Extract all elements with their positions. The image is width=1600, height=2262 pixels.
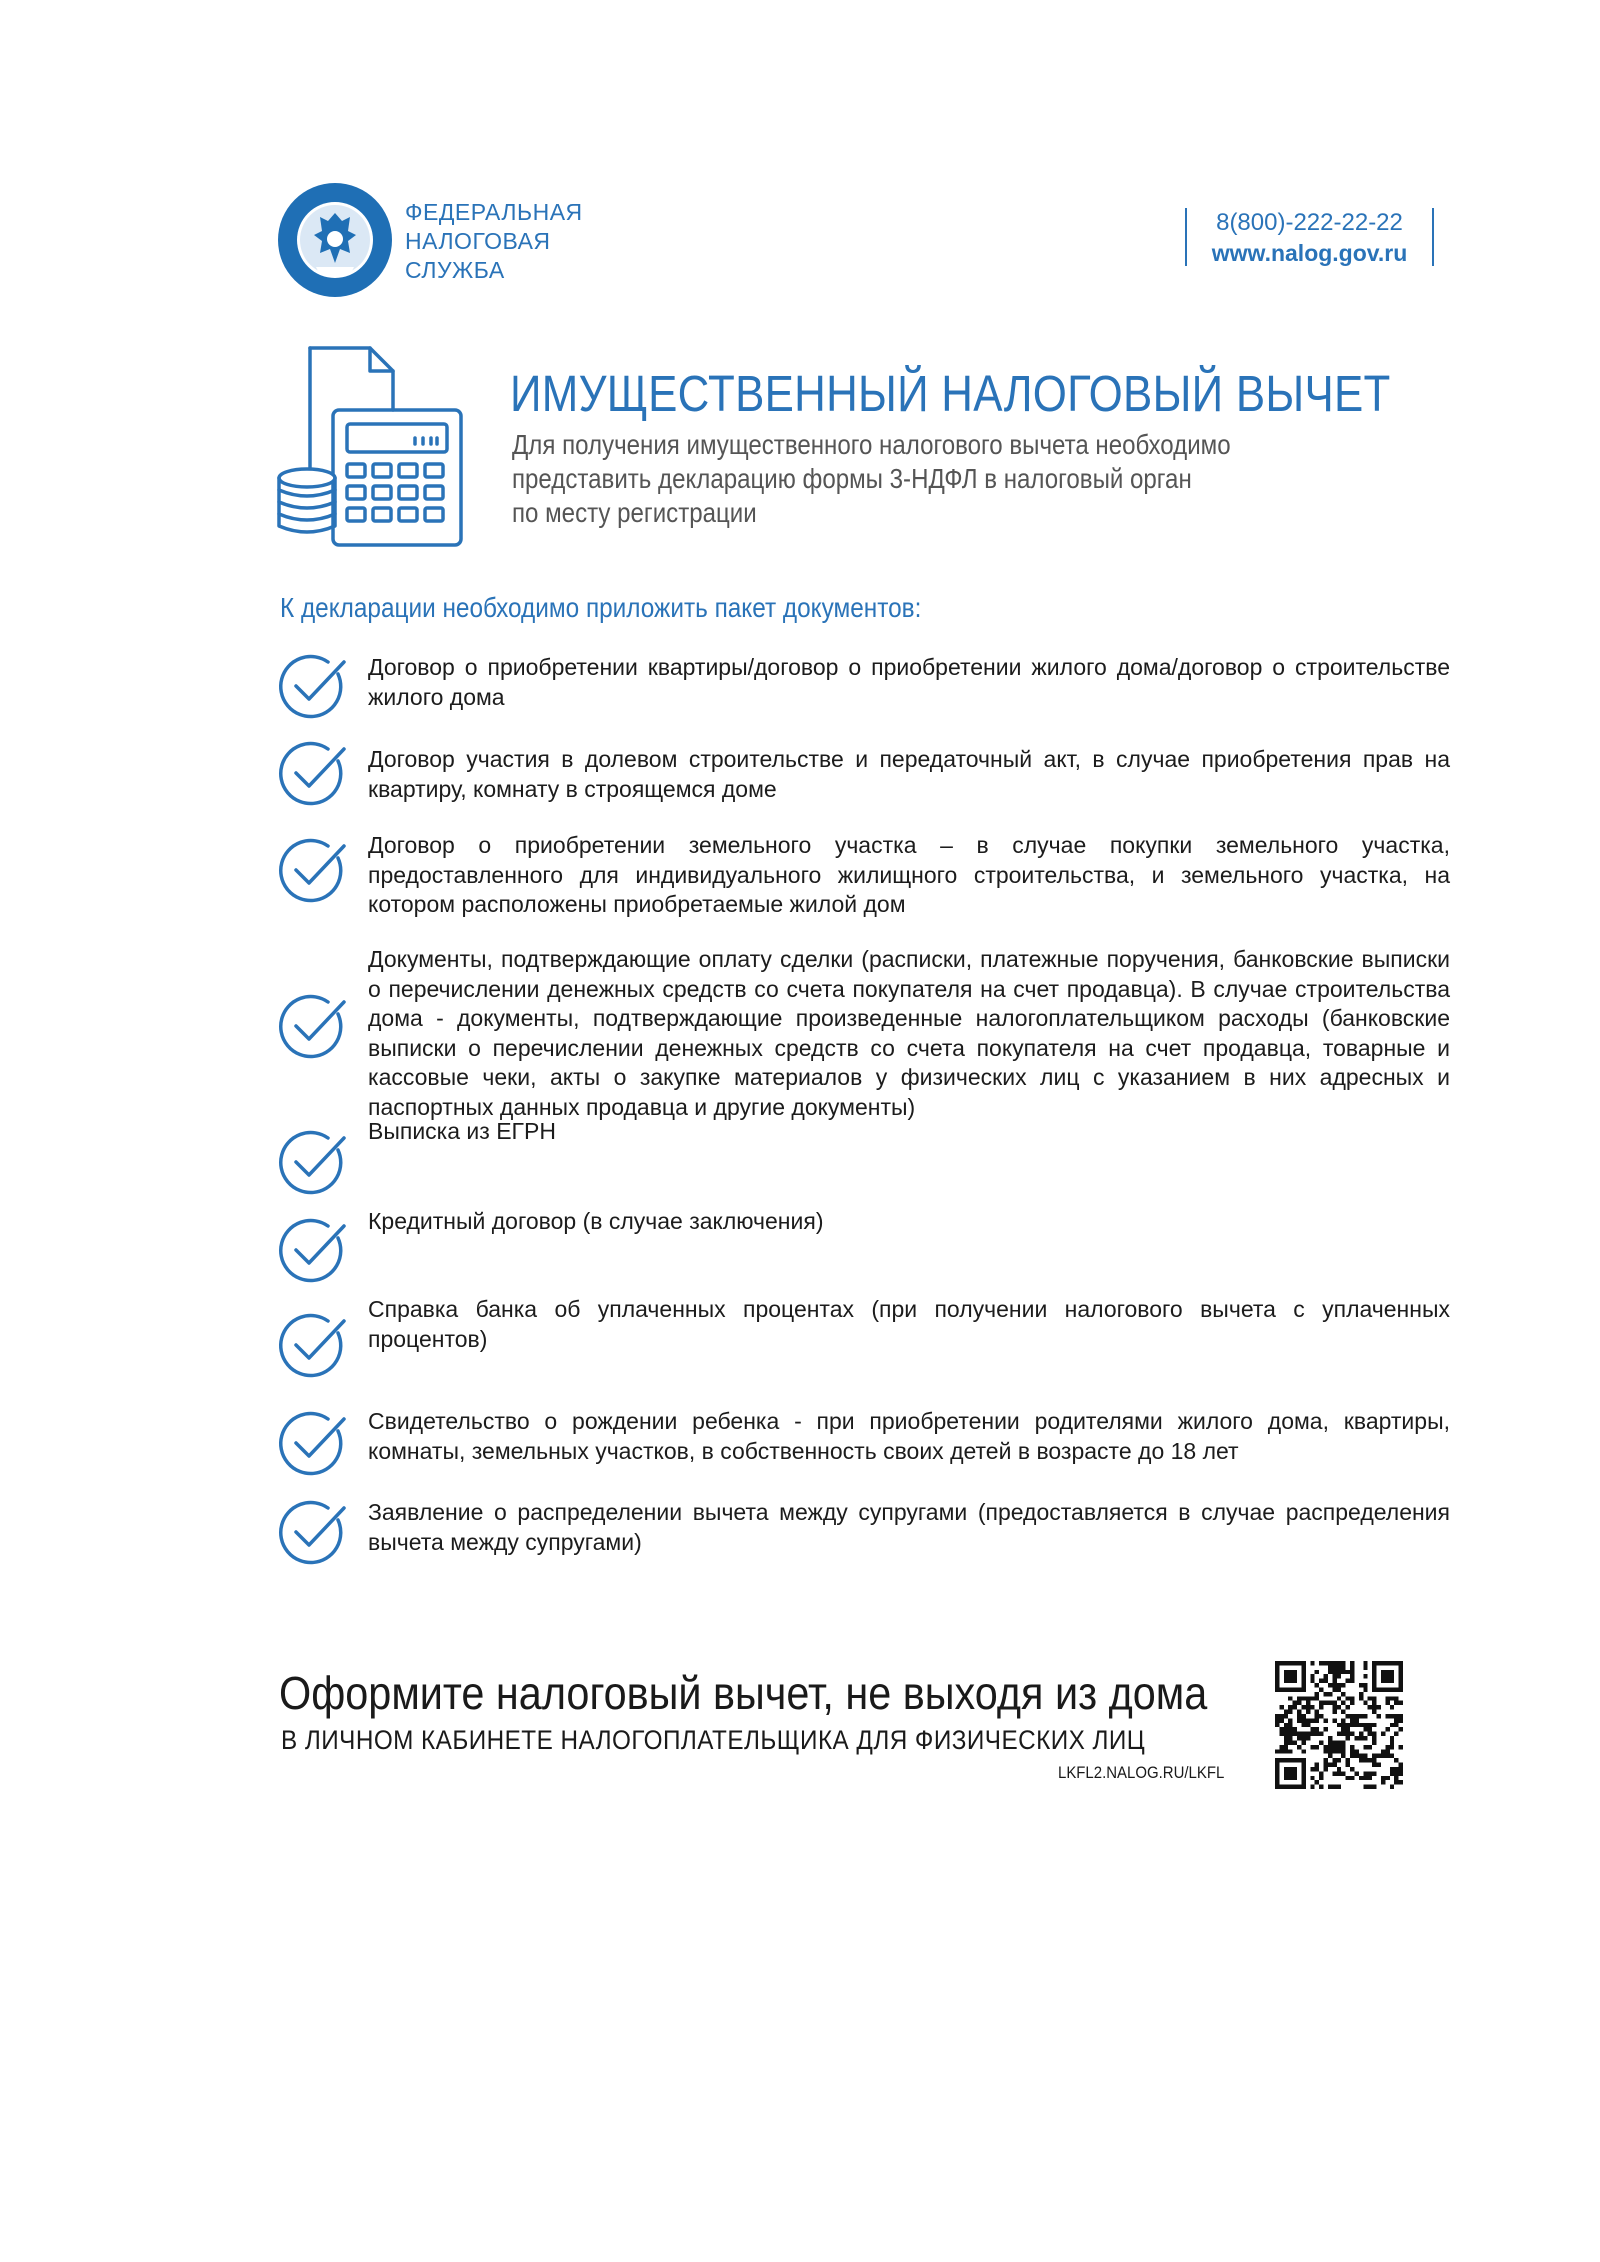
page-subtitle: [512, 428, 1243, 530]
contacts-block: [1185, 208, 1434, 266]
documents-heading: К декларации необходимо приложить пакет документов:: [280, 592, 922, 623]
document-item: Договор о приобретении земельного участка – в случае покупки земельного участка, предоставленного для индивидуального жилищного строительства, и земельного участка, на котором расположены приобретаемые жилой дом: [368, 832, 1450, 917]
footer-subtitle: В ЛИЧНОМ КАБИНЕТЕ НАЛОГОПЛАТЕЛЬЩИКА ДЛЯ ФИЗИЧЕСКИХ ЛИЦ: [281, 1725, 1146, 1755]
page-title: ИМУЩЕСТВЕННЫЙ НАЛОГОВЫЙ ВЫЧЕТ: [510, 365, 1391, 422]
document-item: Кредитный договор (в случае заключения): [368, 1208, 824, 1234]
checkmark-circle-icon: [278, 836, 346, 904]
checkmark-circle-icon: [278, 739, 346, 807]
document-item: Документы, подтверждающие оплату сделки (расписки, платежные поручения, банковские выписки о перечислении денежных средств со счета покупателя на счет продавца). В случае строительства дома - документы, подтверждающие произведенные налогоплательщиком расходы (банковские выписки о перечислении денежных средств со счета покупателя на счет продавца, товарные и кассовые чеки, акты о закупке материалов у физических лиц с указанием в них адресных и паспортных данных продавца и другие документы): [368, 946, 1450, 1120]
checkmark-circle-icon: [278, 1128, 346, 1196]
org-name-line: НАЛОГОВАЯ: [405, 228, 551, 254]
document-item: Договор о приобретении квартиры/договор о приобретении жилого дома/договор о строительстве жилого дома: [368, 654, 1450, 710]
checkmark-circle-icon: [278, 652, 346, 720]
org-name-line: ФЕДЕРАЛЬНАЯ: [405, 199, 583, 225]
org-name: [405, 198, 583, 285]
website-link[interactable]: www.nalog.gov.ru: [1211, 240, 1408, 266]
phone-number[interactable]: 8(800)-222-22-22: [1216, 209, 1403, 236]
checkmark-circle-icon: [278, 1216, 346, 1284]
document-item: Заявление о распределении вычета между супругами (предоставляется в случае распределения вычета между супругами): [368, 1499, 1450, 1555]
footer-url-link[interactable]: LKFL2.NALOG.RU/LKFL: [1058, 1763, 1225, 1782]
footer-title: Оформите налоговый вычет, не выходя из дома: [279, 1667, 1208, 1719]
fns-logo: [276, 181, 394, 299]
document-item: Свидетельство о рождении ребенка - при приобретении родителями жилого дома, квартиры, комнаты, земельных участков, в собственность своих детей в возрасте до 18 лет: [368, 1408, 1450, 1464]
subtitle-line: представить декларацию формы 3-НДФЛ в налоговый орган: [512, 463, 1192, 494]
checkmark-circle-icon: [278, 1311, 346, 1379]
checkmark-circle-icon: [278, 1498, 346, 1566]
subtitle-line: Для получения имущественного налогового вычета необходимо: [512, 429, 1231, 460]
document-item: Выписка из ЕГРН: [368, 1118, 556, 1144]
document-item: Справка банка об уплаченных процентах (при получении налогового вычета с уплаченных процентов): [368, 1296, 1450, 1352]
document-item: Договор участия в долевом строительстве и передаточный акт, в случае приобретения прав на квартиру, комнату в строящемся доме: [368, 746, 1450, 802]
qr-code-icon[interactable]: [1275, 1661, 1403, 1789]
calculator-document-icon: [275, 340, 470, 550]
org-name-line: СЛУЖБА: [405, 257, 505, 283]
checkmark-circle-icon: [278, 992, 346, 1060]
subtitle-line: по месту регистрации: [512, 497, 757, 528]
checkmark-circle-icon: [278, 1409, 346, 1477]
